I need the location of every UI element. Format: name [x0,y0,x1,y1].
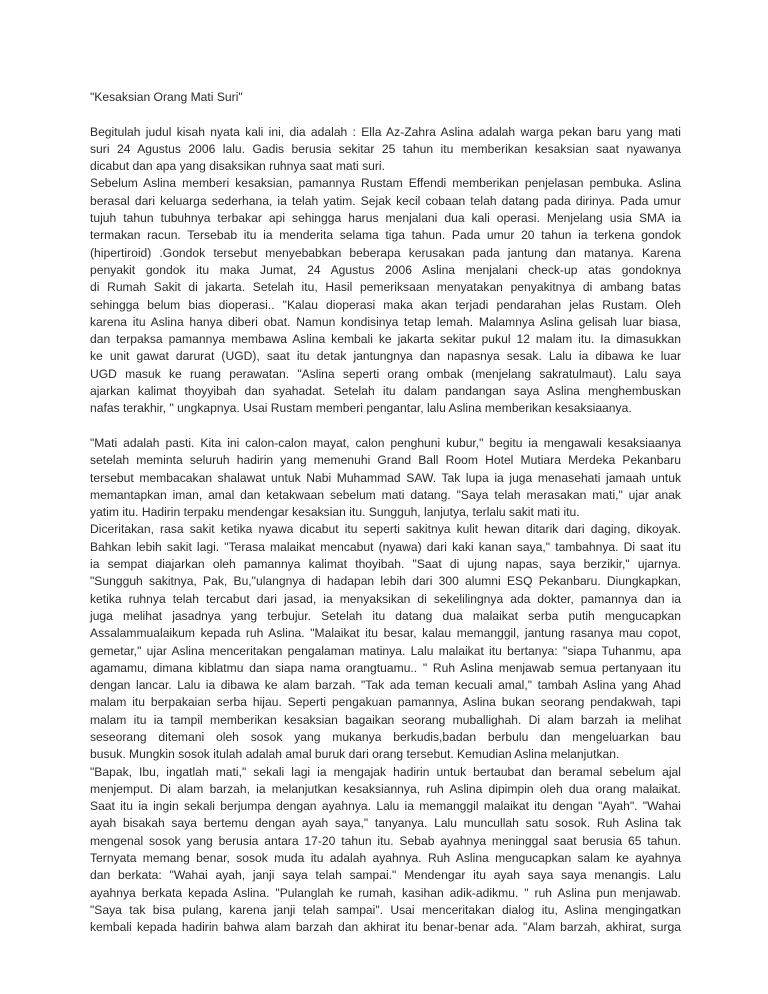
text-line: dan terpaksa pamannya membawa Aslina kembali ke jakarta sekitar pukul 12 malam itu. Ia dimasukkan [90,332,681,347]
text-line: kembali kepada hadirin bahwa alam barzah dan akhirat itu benar-benar ada. "Alam barzah, akhirat, surga [90,920,681,935]
text-line: agamamu, dimana kiblatmu dan siapa nama orangtuamu.. " Ruh Aslina menjawab semua pertanyaan itu [90,660,681,675]
text-line: "Bapak, Ibu, ingatlah mati," sekali lagi ia mengajak hadirin untuk bertaubat dan beramal sebelum ajal [90,764,681,779]
text-line: Diceritakan, rasa sakit ketika nyawa dicabut itu seperti sakitnya kulit hewan ditarik dari daging, dikoyak. [90,522,681,537]
text-line: Sebelum Aslina memberi kesaksian, pamannya Rustam Effendi memberikan penjelasan pembuka. Aslina [90,176,681,191]
text-line: di Rumah Sakit di jakarta. Setelah itu, Hasil pemeriksaan menyatakan penyakitnya di ambang batas [90,280,681,295]
text-line: nafas terakhir, " ungkapnya. Usai Rustam memberi pengantar, lalu Aslina memberikan kesaksiaanya. [90,401,632,416]
text-line: juga melihat jasadnya yang terbujur. Setelah itu datang dua malaikat serba putih mengucapkan [90,608,681,623]
text-line: memantapkan iman, amal dan ketakwaan sebelum mati datang. "Saya telah merasakan mati," ujar anak [90,487,681,502]
text-line: (hipertiroid) .Gondok tersebut menyebabkan beberapa kerusakan pada jantung dan matanya. Karena [90,245,681,260]
text-line: penyakit gondok itu maka Jumat, 24 Agustus 2006 Aslina menjalani check-up atas gondoknya [90,262,681,277]
text-line: yatim itu. Hadirin terpaku mendengar kesaksian itu. Sungguh, lanjutya, terlalu sakit mati itu. [90,505,580,520]
text-line: dengan lancar. Lalu ia dibawa ke alam barzah. "Tak ada teman kecuali amal," tambah Aslina yang Ahad [90,678,681,693]
text-line: ketika ruhnya telah tercabut dari jasad, ia menyaksikan di sekelilingnya ada dokter, pamannya dan ia [90,591,681,606]
text-line: UGD masuk ke ruang perawatan. "Aslina seperti orang ombak (menjelang sakratulmaut). Lalu saya [90,366,681,381]
text-line: "Saya tak bisa pulang, karena janji telah sampai". Usai menceritakan dialog itu, Aslina mengingatkan [90,902,681,917]
text-line: dan berkata: "Wahai ayah, janji saya telah sampai." Mendengar itu ayah saya saya menangis. Lalu [90,868,681,883]
text-line: tersebut membacakan shalawat untuk Nabi Muhammad SAW. Tak lupa ia juga menasehati jamaah untuk [90,470,681,485]
text-line: Begitulah judul kisah nyata kali ini, dia adalah : Ella Az-Zahra Aslina adalah warga pekan baru yang mati [90,124,681,139]
text-line: tujuh tahun tubuhnya terbakar api sehingga harus menjalani dua kali operasi. Menjelang usia SMA ia [90,211,681,226]
text-line: berasal dari keluarga sederhana, ia telah yatim. Sejak kecil cobaan telah datang pada dirinya. Pada umur [90,193,681,208]
text-line: Saat itu ia ingin sekali berjumpa dengan ayahnya. Lalu ia memanggil malaikat itu dengan "Ayah". "Wahai [90,799,681,814]
text-line: ajarkan kalimat thoyyibah dan syahadat. Setelah itu dalam pandangan saya Aslina menghembuskan [90,384,681,399]
text-line: Ternyata memang benar, sosok muda itu adalah ayahnya. Ruh Aslina mengucapkan salam ke ayahnya [90,851,681,866]
document-body [90,89,690,954]
text-line: suri 24 Agustus 2006 lalu. Gadis berusia sekitar 25 tahun itu memberikan kesaksian saat nyawanya [90,141,681,156]
text-line: "Mati adalah pasti. Kita ini calon-calon mayat, calon penghuni kubur," begitu ia mengawali kesaksiaanya [90,435,681,450]
text-line: karena itu Aslina hanya diberi obat. Namun kondisinya tetap lemah. Malamnya Aslina gelisah luar biasa, [90,314,681,329]
text-line: Bahkan lebih sakit lagi. "Terasa malaikat mencabut (nyawa) dari kaki kanan saya," tambahnya. Di saat itu [90,539,681,554]
paragraph-1 [90,124,690,418]
text-line: ayah bisakah saya bertemu dengan ayah saya," tanyanya. Lalu muncullah satu sosok. Ruh Aslina tak [90,816,681,831]
text-line: malam itu ia tampil memberikan kesaksian bagaikan seorang muballighah. Di alam barzah ia melihat [90,712,681,727]
text-line: Assalammualaikum kepada ruh Aslina. "Malaikat itu besar, kalau memanggil, jantung rasanya mau copot, [90,626,681,641]
text-line: menjemput. Di alam barzah, ia melanjutkan kesaksiannya, ruh Aslina dipimpin oleh dua orang malaikat. [90,781,681,796]
text-line: busuk. Mungkin sosok itulah adalah amal buruk dari orang tersebut. Kemudian Aslina melanjutkan. [90,747,620,762]
text-line: dicabut dan apa yang disaksikan ruhnya saat mati suri. [90,159,385,174]
text-line: seseorang ditemani oleh sosok yang mukanya berkudis,badan berbulu dan mengeluarkan bau [90,729,681,744]
text-line: ke unit gawat darurat (UGD), saat itu detak jantungnya dan napasnya sesak. Lalu ia dibawa ke luar [90,349,681,364]
text-line: ayahnya berkata kepada Aslina. "Pulanglah ke rumah, kasihan adik-adikmu. " ruh Aslina pun menjawab. [90,885,681,900]
text-line: malam itu berpakaian serba hijau. Seperti pengakuan pamannya, Aslina bukan seorang pendakwah, tapi [90,695,681,710]
text-line: gemetar," ujar Aslina menceritakan pengalaman matinya. Lalu malaikat itu bertanya: ''siapa Tuhanmu, apa [90,643,681,658]
text-line: termakan racun. Tersebab itu ia menderita selama tiga tahun. Pada umur 20 tahun ia terkena gondok [90,228,681,243]
text-line: "Sungguh sakitnya, Pak, Bu,"ulangnya di hadapan lebih dari 300 alumni ESQ Pekanbaru. Diungkapkan, [90,574,681,589]
text-line: mengenal sosok yang berusia antara 17-20 tahun itu. Sebab ayahnya meninggal saat berusia 65 tahun. [90,833,681,848]
text-line: setelah meminta seluruh hadirin yang memenuhi Grand Ball Room Hotel Mutiara Merdeka Pekanbaru [90,453,681,468]
paragraph-2 [90,435,690,937]
text-line: sehingga belum bias dioperasi.. "Kalau dioperasi maka akan terjadi pendarahan jelas Rustam. Oleh [90,297,681,312]
document-title: "Kesaksian Orang Mati Suri" [90,90,243,104]
text-line: ia sempat diajarkan oleh pamannya kalimat thoyibah. "Saat di ujung napas, saya berzikir," ujarnya. [90,557,681,572]
